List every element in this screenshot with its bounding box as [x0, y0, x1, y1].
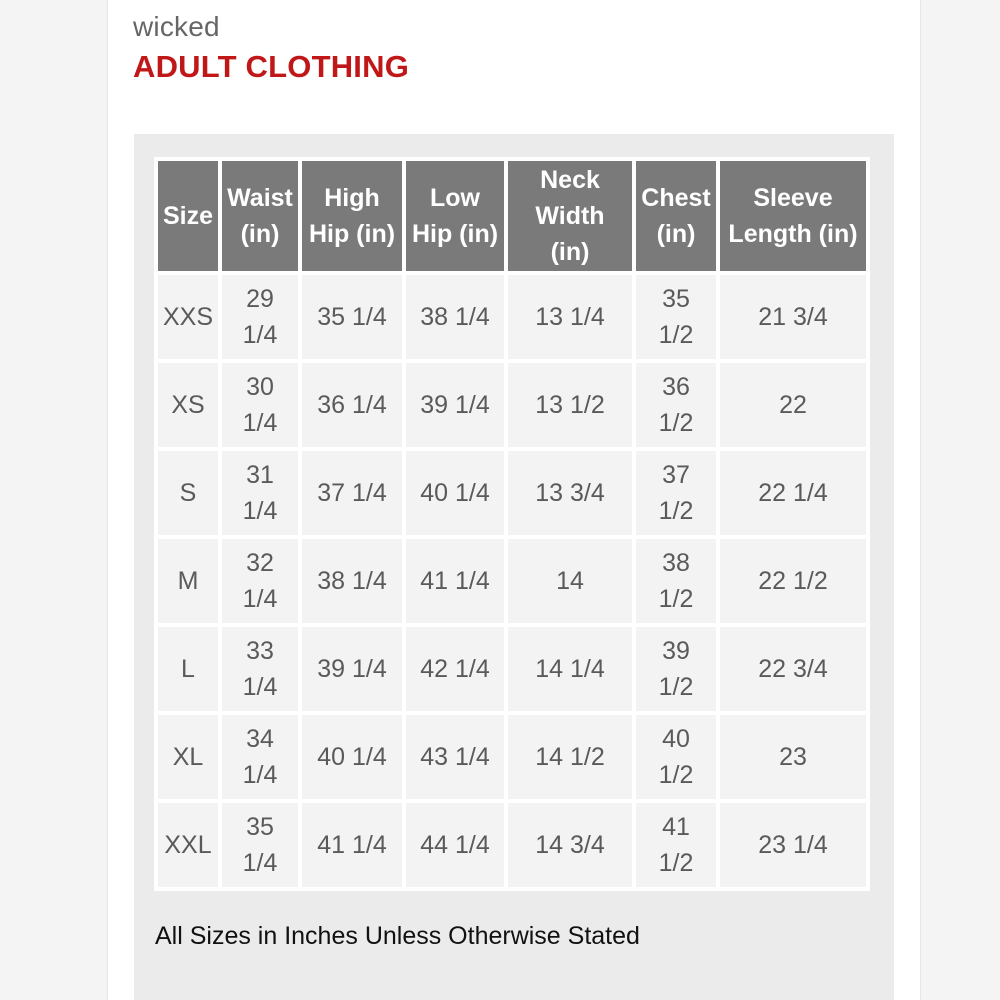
high-hip-cell: 36 1/4	[302, 363, 402, 447]
low-hip-cell: 40 1/4	[406, 451, 504, 535]
chest-cell: 40 1/2	[636, 715, 716, 799]
high-hip-cell: 37 1/4	[302, 451, 402, 535]
low-hip-cell: 38 1/4	[406, 275, 504, 359]
brand-name: wicked	[133, 11, 220, 42]
header-high-hip: High Hip (in)	[302, 161, 402, 271]
waist-cell: 30 1/4	[222, 363, 298, 447]
neck-width-cell: 14	[508, 539, 632, 623]
table-row	[158, 715, 866, 799]
size-cell: XXS	[158, 275, 218, 359]
header-waist: Waist (in)	[222, 161, 298, 271]
low-hip-cell: 42 1/4	[406, 627, 504, 711]
high-hip-cell: 35 1/4	[302, 275, 402, 359]
table-row	[158, 451, 866, 535]
waist-cell: 35 1/4	[222, 803, 298, 887]
high-hip-cell: 38 1/4	[302, 539, 402, 623]
footnote: All Sizes in Inches Unless Otherwise Stated	[155, 922, 640, 950]
low-hip-cell: 41 1/4	[406, 539, 504, 623]
header-sleeve-length: Sleeve Length (in)	[720, 161, 866, 271]
header-size: Size	[158, 161, 218, 271]
waist-cell: 29 1/4	[222, 275, 298, 359]
page-title: ADULT CLOTHING	[133, 49, 410, 84]
chest-cell: 38 1/2	[636, 539, 716, 623]
neck-width-cell: 13 1/4	[508, 275, 632, 359]
table-row	[158, 539, 866, 623]
chest-cell: 35 1/2	[636, 275, 716, 359]
size-cell: XL	[158, 715, 218, 799]
neck-width-cell: 13 1/2	[508, 363, 632, 447]
sleeve-length-cell: 23 1/4	[720, 803, 866, 887]
chest-cell: 39 1/2	[636, 627, 716, 711]
table-row	[158, 363, 866, 447]
neck-width-cell: 13 3/4	[508, 451, 632, 535]
high-hip-cell: 39 1/4	[302, 627, 402, 711]
sleeve-length-cell: 23	[720, 715, 866, 799]
size-cell: S	[158, 451, 218, 535]
high-hip-cell: 41 1/4	[302, 803, 402, 887]
size-chart	[154, 157, 870, 891]
waist-cell: 33 1/4	[222, 627, 298, 711]
high-hip-cell: 40 1/4	[302, 715, 402, 799]
sleeve-length-cell: 22	[720, 363, 866, 447]
header-neck-width: Neck Width (in)	[508, 161, 632, 271]
neck-width-cell: 14 1/4	[508, 627, 632, 711]
size-cell: L	[158, 627, 218, 711]
chest-cell: 41 1/2	[636, 803, 716, 887]
table-row	[158, 627, 866, 711]
size-table	[154, 157, 870, 891]
table-row	[158, 275, 866, 359]
chest-cell: 36 1/2	[636, 363, 716, 447]
header-row	[158, 161, 866, 271]
size-cell: XS	[158, 363, 218, 447]
waist-cell: 32 1/4	[222, 539, 298, 623]
size-cell: XXL	[158, 803, 218, 887]
neck-width-cell: 14 1/2	[508, 715, 632, 799]
low-hip-cell: 43 1/4	[406, 715, 504, 799]
chest-cell: 37 1/2	[636, 451, 716, 535]
header-chest: Chest (in)	[636, 161, 716, 271]
sleeve-length-cell: 22 1/2	[720, 539, 866, 623]
size-cell: M	[158, 539, 218, 623]
low-hip-cell: 44 1/4	[406, 803, 504, 887]
table-row	[158, 803, 866, 887]
header-low-hip: Low Hip (in)	[406, 161, 504, 271]
neck-width-cell: 14 3/4	[508, 803, 632, 887]
sleeve-length-cell: 22 1/4	[720, 451, 866, 535]
waist-cell: 34 1/4	[222, 715, 298, 799]
low-hip-cell: 39 1/4	[406, 363, 504, 447]
sleeve-length-cell: 22 3/4	[720, 627, 866, 711]
sleeve-length-cell: 21 3/4	[720, 275, 866, 359]
waist-cell: 31 1/4	[222, 451, 298, 535]
